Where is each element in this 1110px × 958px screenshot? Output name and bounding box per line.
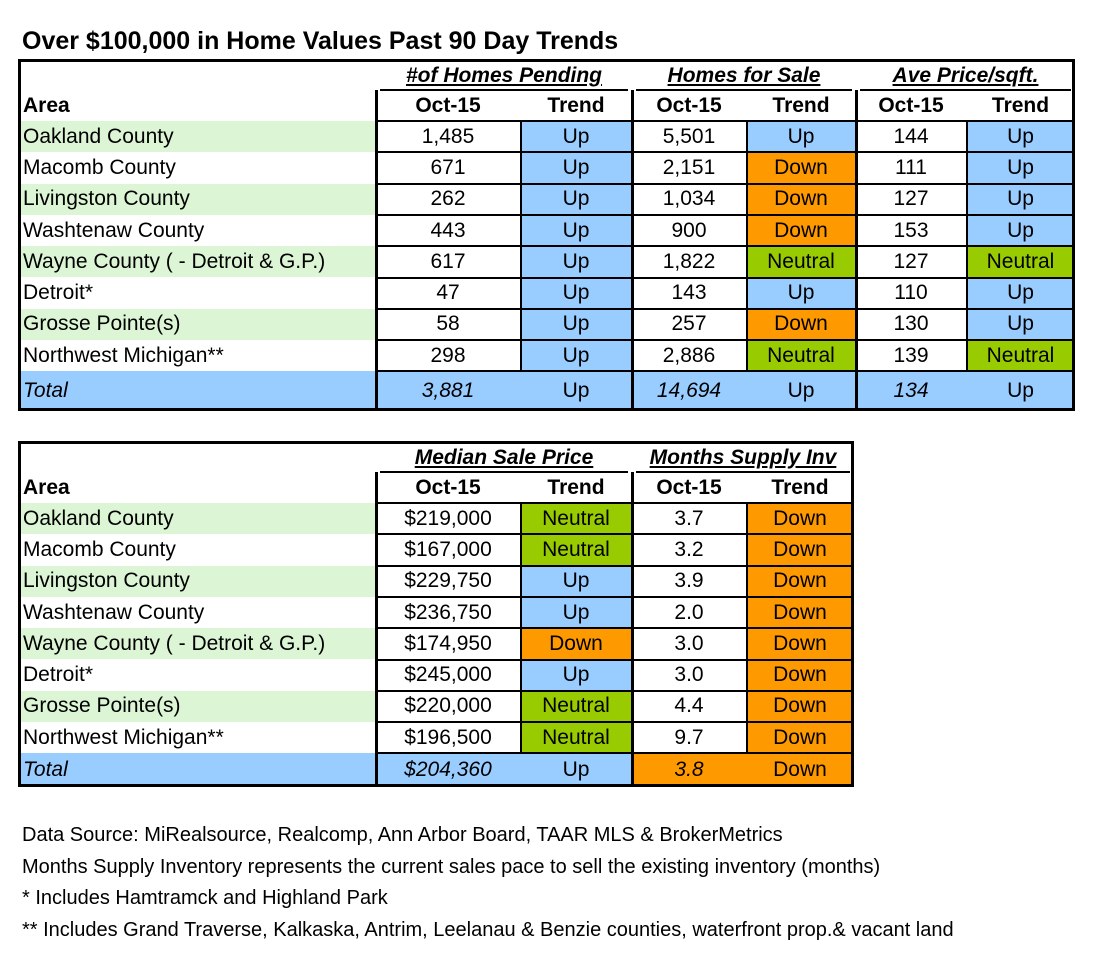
trend-cell: Down (746, 215, 856, 246)
value-cell: 3.2 (632, 534, 746, 565)
trend-cell: Neutral (520, 534, 632, 565)
area-header: Area (23, 475, 70, 499)
trend-cell: Down (746, 184, 856, 215)
area-cell: Livingston County (18, 566, 376, 597)
area-cell: Macomb County (18, 534, 376, 565)
value-cell: $229,750 (376, 566, 520, 597)
trend-header: Trend (772, 93, 830, 117)
trend-cell: Up (966, 309, 1075, 340)
area-cell: Oakland County (18, 121, 376, 152)
trends-table-pending-sale-price (18, 59, 1075, 411)
value-cell: 5,501 (632, 121, 746, 152)
trend-header: Trend (547, 93, 605, 117)
notes (22, 820, 954, 946)
value-cell: 9.7 (632, 722, 746, 753)
trend-cell: Up (746, 121, 856, 152)
total-label: Total (18, 371, 376, 411)
value-cell: 144 (856, 121, 966, 152)
trend-cell: Up (966, 152, 1075, 183)
trend-cell: Up (520, 152, 632, 183)
area-cell: Washtenaw County (18, 597, 376, 628)
trends-table-median-supply (18, 441, 854, 787)
trend-cell: Up (520, 566, 632, 597)
trend-cell: Down (746, 534, 854, 565)
value-cell: 3.0 (632, 628, 746, 659)
value-cell: 617 (376, 246, 520, 277)
trend-header: Trend (771, 475, 829, 499)
value-cell: $245,000 (376, 660, 520, 691)
trend-cell: Up (520, 246, 632, 277)
group-header: #of Homes Pending (405, 63, 603, 87)
area-cell: Livingston County (18, 184, 376, 215)
trend-cell: Down (520, 628, 632, 659)
value-cell: 127 (856, 184, 966, 215)
trend-cell: Neutral (520, 503, 632, 534)
trend-header: Trend (991, 93, 1050, 117)
value-cell: $236,750 (376, 597, 520, 628)
trend-cell: Up (520, 215, 632, 246)
value-cell: 153 (856, 215, 966, 246)
value-cell: 1,485 (376, 121, 520, 152)
trend-header: Trend (547, 475, 605, 499)
value-cell: 900 (632, 215, 746, 246)
value-cell: 257 (632, 309, 746, 340)
area-cell: Grosse Pointe(s) (18, 691, 376, 722)
trend-cell: Up (966, 184, 1075, 215)
value-cell: 3.9 (632, 566, 746, 597)
trend-cell: Neutral (966, 340, 1075, 371)
value-cell: $219,000 (376, 503, 520, 534)
trend-cell: Neutral (746, 246, 856, 277)
date-header: Oct-15 (656, 93, 722, 117)
total-trend-cell: Up (966, 371, 1075, 411)
date-header: Oct-15 (656, 475, 722, 499)
trend-cell: Up (520, 660, 632, 691)
total-trend-cell: Up (520, 753, 632, 787)
trend-cell: Up (520, 121, 632, 152)
trend-cell: Up (966, 121, 1075, 152)
total-value-cell: $204,360 (376, 753, 520, 787)
area-cell: Wayne County ( - Detroit & G.P.) (18, 628, 376, 659)
value-cell: 130 (856, 309, 966, 340)
value-cell: 671 (376, 152, 520, 183)
trend-cell: Up (966, 278, 1075, 309)
trend-cell: Up (520, 340, 632, 371)
area-header: Area (23, 93, 70, 117)
trend-cell: Up (520, 597, 632, 628)
trend-cell: Down (746, 566, 854, 597)
value-cell: 2.0 (632, 597, 746, 628)
total-value-cell: 3.8 (632, 753, 746, 787)
trend-cell: Down (746, 691, 854, 722)
note-data-source: Data Source: MiRealsource, Realcomp, Ann Arbor Board, TAAR MLS & BrokerMetrics (22, 824, 783, 846)
trend-cell: Up (746, 278, 856, 309)
trend-cell: Up (520, 278, 632, 309)
group-header: Months Supply Inv (649, 445, 837, 469)
trend-cell: Up (966, 215, 1075, 246)
date-header: Oct-15 (878, 93, 944, 117)
area-cell: Oakland County (18, 503, 376, 534)
value-cell: $174,950 (376, 628, 520, 659)
trend-cell: Neutral (520, 691, 632, 722)
value-cell: $196,500 (376, 722, 520, 753)
value-cell: 110 (856, 278, 966, 309)
trend-cell: Neutral (966, 246, 1075, 277)
area-cell: Detroit* (18, 278, 376, 309)
group-header: Median Sale Price (414, 445, 594, 469)
value-cell: 3.0 (632, 660, 746, 691)
total-value-cell: 134 (856, 371, 966, 411)
area-cell: Northwest Michigan** (18, 722, 376, 753)
value-cell: 2,886 (632, 340, 746, 371)
value-cell: 4.4 (632, 691, 746, 722)
trend-cell: Down (746, 722, 854, 753)
total-label: Total (18, 753, 376, 787)
trend-cell: Neutral (520, 722, 632, 753)
trend-cell: Down (746, 152, 856, 183)
value-cell: 143 (632, 278, 746, 309)
value-cell: 1,034 (632, 184, 746, 215)
total-trend-cell: Up (520, 371, 632, 411)
total-value-cell: 3,881 (376, 371, 520, 411)
area-cell: Detroit* (18, 660, 376, 691)
total-trend-cell: Down (746, 753, 854, 787)
value-cell: 3.7 (632, 503, 746, 534)
trend-cell: Down (746, 309, 856, 340)
area-cell: Macomb County (18, 152, 376, 183)
page-title: Over $100,000 in Home Values Past 90 Day Trends (22, 27, 619, 55)
trend-cell: Down (746, 503, 854, 534)
value-cell: 2,151 (632, 152, 746, 183)
trend-cell: Down (746, 628, 854, 659)
value-cell: 1,822 (632, 246, 746, 277)
value-cell: 58 (376, 309, 520, 340)
total-trend-cell: Up (746, 371, 856, 411)
date-header: Oct-15 (415, 475, 481, 499)
trend-cell: Up (520, 184, 632, 215)
trend-cell: Down (746, 660, 854, 691)
area-cell: Wayne County ( - Detroit & G.P.) (18, 246, 376, 277)
group-header: Ave Price/sqft. (892, 63, 1039, 87)
value-cell: 111 (856, 152, 966, 183)
area-cell: Northwest Michigan** (18, 340, 376, 371)
value-cell: 298 (376, 340, 520, 371)
note-months-supply: Months Supply Inventory represents the current sales pace to sell the existing inventory (months) (22, 855, 881, 878)
value-cell: $167,000 (376, 534, 520, 565)
value-cell: 443 (376, 215, 520, 246)
date-header: Oct-15 (415, 93, 481, 117)
note-detroit: * Includes Hamtramck and Highland Park (22, 887, 388, 909)
group-header: Homes for Sale (667, 63, 821, 87)
trend-cell: Neutral (746, 340, 856, 371)
value-cell: $220,000 (376, 691, 520, 722)
trend-cell: Up (520, 309, 632, 340)
note-northwest: ** Includes Grand Traverse, Kalkaska, Antrim, Leelanau & Benzie counties, waterfront prop.& vacant land (22, 918, 954, 941)
area-cell: Grosse Pointe(s) (18, 309, 376, 340)
value-cell: 47 (376, 278, 520, 309)
value-cell: 127 (856, 246, 966, 277)
area-cell: Washtenaw County (18, 215, 376, 246)
value-cell: 262 (376, 184, 520, 215)
total-value-cell: 14,694 (632, 371, 746, 411)
value-cell: 139 (856, 340, 966, 371)
trend-cell: Down (746, 597, 854, 628)
